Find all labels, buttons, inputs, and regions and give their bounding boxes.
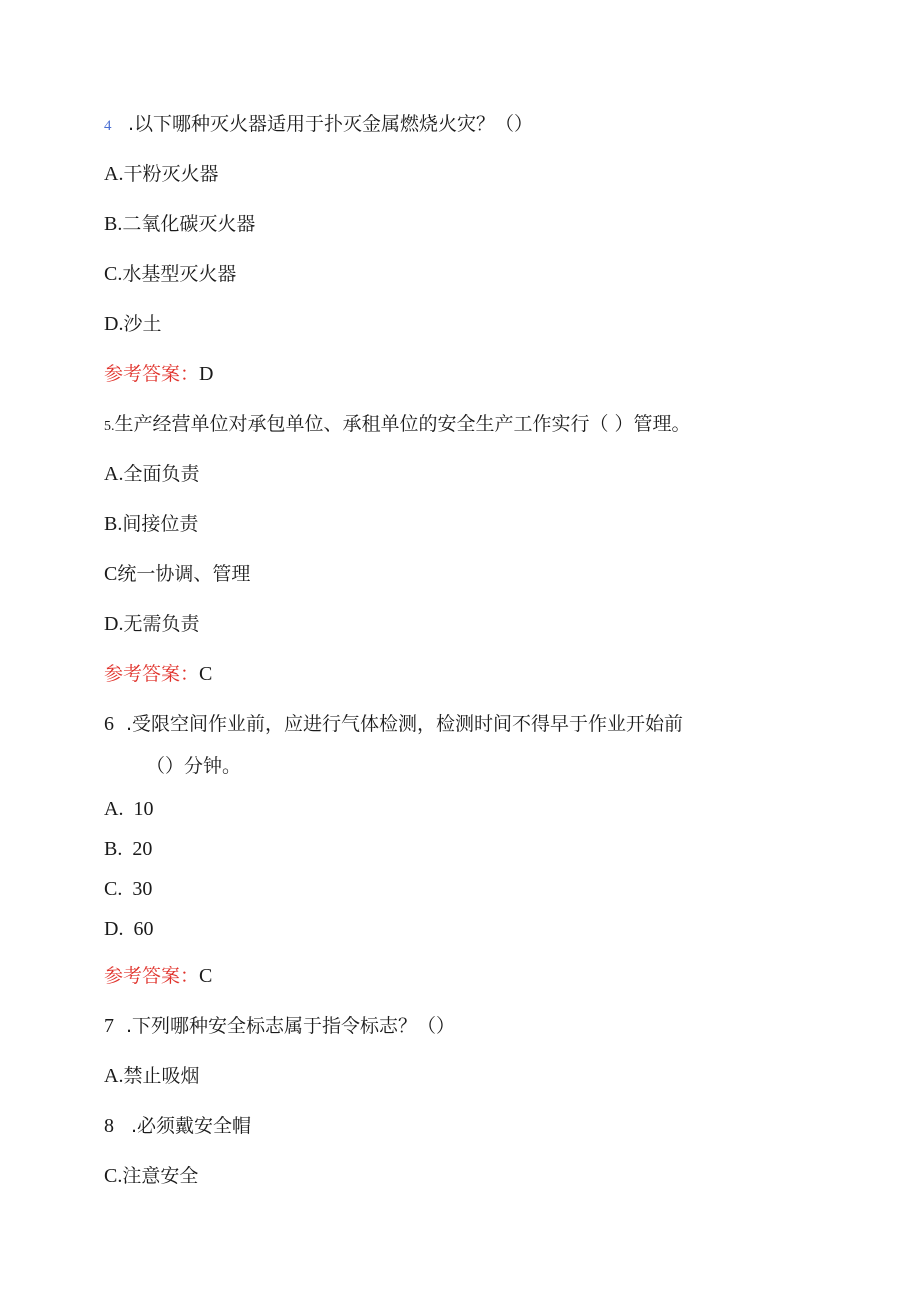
option-c: C. 30 <box>104 878 153 900</box>
question-5-stem <box>104 412 691 439</box>
option-a: A.干粉灭火器 <box>104 163 219 185</box>
item-number: 8 <box>104 1115 114 1137</box>
question-text: .以下哪种灭火器适用于扑灭金属燃烧火灾？（） <box>128 113 534 135</box>
option-a: A.禁止吸烟 <box>104 1065 200 1087</box>
question-text: .受限空间作业前，应进行气体检测，检测时间不得早于作业开始前 <box>126 713 684 735</box>
answer-line <box>104 964 212 988</box>
answer-value: D <box>199 363 214 385</box>
question-6-stem <box>104 712 683 736</box>
option-b: B. 20 <box>104 838 153 860</box>
question-4-stem <box>104 112 533 138</box>
question-6-stem-continued: （）分钟。 <box>146 755 242 777</box>
option-b: B.间接位责 <box>104 513 199 535</box>
option-b: B.二氧化碳灭火器 <box>104 213 256 235</box>
question-number: 4 <box>104 118 112 134</box>
answer-value: C <box>199 965 213 987</box>
question-7-stem <box>104 1014 455 1038</box>
question-text: .下列哪种安全标志属于指令标志？（） <box>126 1015 456 1037</box>
answer-label: 参考答案： <box>104 363 200 385</box>
question-number: 7 <box>104 1015 114 1037</box>
option-d: D. 60 <box>104 918 154 940</box>
option-a: A.全面负责 <box>104 463 200 485</box>
option-c: C统一协调、管理 <box>104 563 251 585</box>
answer-line <box>104 362 213 386</box>
option-d: D.沙土 <box>104 313 162 335</box>
answer-value: C <box>199 663 213 685</box>
item-8: 8 .必须戴安全帽 <box>104 1115 252 1137</box>
option-c: C.水基型灭火器 <box>104 263 237 285</box>
option-d: D.无需负责 <box>104 613 200 635</box>
answer-label: 参考答案： <box>104 965 200 987</box>
answer-label: 参考答案： <box>104 663 200 685</box>
answer-line <box>104 662 212 686</box>
question-number: 5. <box>104 419 115 434</box>
question-text: 生产经营单位对承包单位、承租单位的安全生产工作实行（ ）管理。 <box>114 413 691 435</box>
option-a: A. 10 <box>104 798 154 820</box>
question-number: 6 <box>104 713 114 735</box>
option-c: C.注意安全 <box>104 1165 199 1187</box>
